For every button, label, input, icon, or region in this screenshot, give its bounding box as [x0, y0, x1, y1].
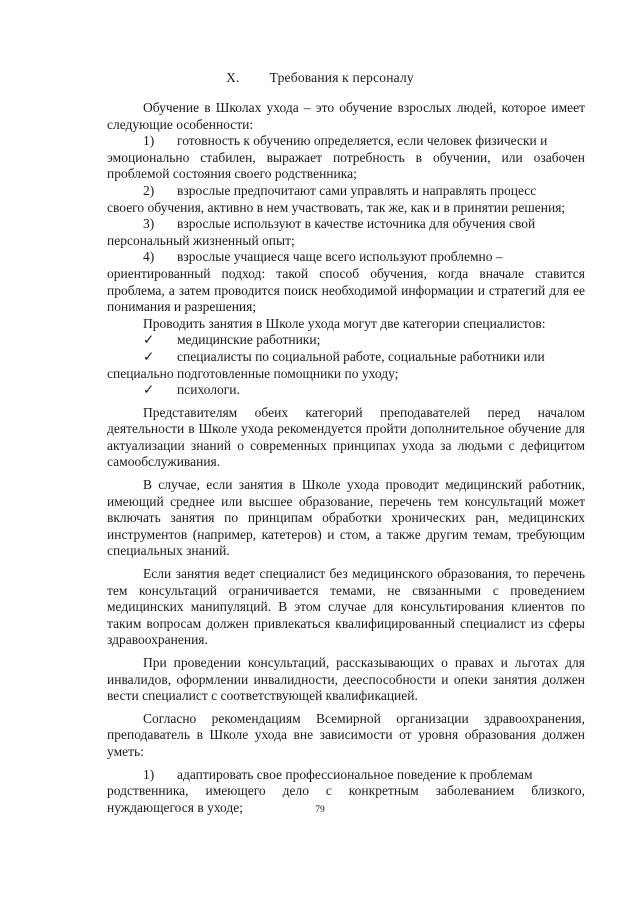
check-item-text: медицинские работники;: [177, 332, 321, 348]
paragraph-who: Согласно рекомендациям Всемирной организации здравоохранения, преподаватель в Школе ухода вне зависимости от уровня образования должен уметь:: [107, 710, 585, 759]
list-marker: 2): [143, 182, 155, 198]
check-item: [107, 349, 585, 382]
check-item: [107, 382, 585, 399]
paragraph-rights: При проведении консультаций, рассказывающих о правах и льготах для инвалидов, оформлении инвалидности, дееспособности и опеки занятия должен вести специалист с соответствующей квалификацией.: [107, 655, 585, 704]
section-title: [0, 70, 640, 86]
list-marker: 1): [143, 133, 155, 149]
check-item-text: специалисты по социальной работе, социальные работники или: [177, 348, 545, 364]
list-item-continuation: родственника, имеющего дело с конкретным заболеванием близкого, нуждающегося в уходе;: [107, 783, 585, 815]
list-item-continuation: эмоционально стабилен, выражает потребность в обучении, или озабочен проблемой состояния своего родственника;: [107, 149, 585, 182]
list-item-first-line: взрослые используют в качестве источника для обучения свой: [177, 216, 536, 232]
checkmark-icon: ✓: [143, 382, 155, 398]
list-item: [107, 133, 585, 183]
list-item-first-line: взрослые учащиеся чаще всего используют проблемно –: [177, 249, 503, 265]
list-item: [107, 183, 585, 216]
list-item-continuation: своего обучения, активно в нем участвовать, так же, как и в принятии решения;: [107, 199, 566, 215]
paragraph-medical: В случае, если занятия в Школе ухода проводит медицинский работник, имеющий среднее или высшее образование, перечень тем консультаций может включать занятия по принципам обработки хронических ран, медицинских инструментов (например, катетеров) и стом, а также другим темам, требующим специальных знаний.: [107, 477, 585, 559]
paragraph-intro: Обучение в Школах ухода – это обучение взрослых людей, которое имеет следующие особенности:: [107, 100, 585, 132]
checkmark-icon: ✓: [143, 348, 155, 364]
list-item: [107, 249, 585, 315]
checkmark-icon: ✓: [143, 332, 155, 348]
paragraph-non-medical: Если занятия ведет специалист без медицинского образования, то перечень тем консультаций ограничивается темами, не связанными с проведением медицинских манипуляций. В этом случае для консультирования клиентов по таким вопросам должен привлекаться квалифицированный специалист из сферы здравоохранения.: [107, 566, 585, 648]
section-title-text: Требования к персоналу: [269, 70, 414, 85]
check-item-text: психологи.: [177, 382, 240, 398]
check-item: [107, 332, 585, 349]
check-item-continuation: специально подготовленные помощники по уходу;: [107, 365, 399, 381]
list-item-continuation: персональный жизненный опыт;: [107, 232, 295, 248]
list-marker: 1): [143, 766, 155, 782]
document-body: [107, 100, 585, 816]
paragraph-specialists: Проводить занятия в Школе ухода могут две категории специалистов:: [143, 315, 546, 331]
list-marker: 4): [143, 249, 155, 265]
list-item-first-line: готовность к обучению определяется, если человек физически и: [177, 133, 548, 149]
paragraph-training: Представителям обеих категорий преподавателей перед началом деятельности в Школе ухода рекомендуется пройти дополнительное обучение для актуализации знаний о современных принципах ухода за людьми с дефицитом самообслуживания.: [107, 404, 585, 470]
list-item-continuation: ориентированный подход: такой способ обучения, когда вначале ставится проблема, а затем проводится поиск необходимой информации и стратегий для ее понимания и разрешения;: [107, 265, 585, 315]
list-item: [107, 216, 585, 249]
list-item-first-line: адаптировать свое профессиональное поведение к проблемам: [177, 766, 533, 782]
section-number: X.: [226, 70, 240, 85]
list-marker: 3): [143, 216, 155, 232]
list-item-first-line: взрослые предпочитают сами управлять и направлять процесс: [177, 182, 537, 198]
page-number: 79: [315, 805, 325, 815]
